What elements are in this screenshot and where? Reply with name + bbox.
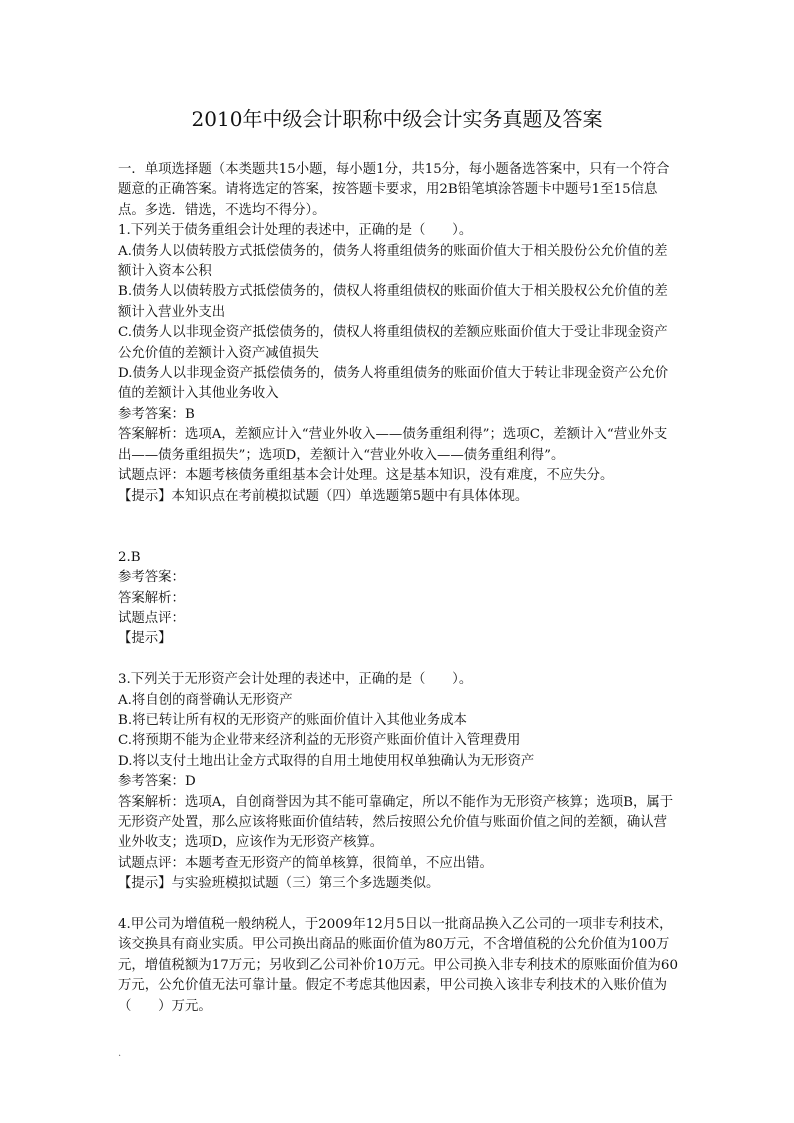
question-stem: 4.甲公司为增值税一般纳税人，于2009年12月5日以一批商品换入乙公司的一项非专利技术，该交换具有商业实质。甲公司换出商品的账面价值为80万元，不含增值税的公允价值为100万元，增值税额为17万元；另收到乙公司补价10万元。甲公司换入非专利技术的原账面价值为60万元，公允价值无法可靠计量。假定不考虑其他因素，甲公司换入该非专利技术的入账价值为（ ）万元。 (118, 916, 678, 1014)
answer-analysis: 答案解析： (118, 590, 185, 606)
reference-answer: 参考答案： (118, 570, 185, 586)
question-stem: 1.下列关于债务重组会计处理的表述中，正确的是（ ）。 (118, 223, 473, 239)
question-stem: 2.B (118, 549, 141, 565)
question-3 (118, 670, 678, 894)
question-tip: 【提示】 (118, 631, 172, 647)
question-tip: 【提示】与实验班模拟试题（三）第三个多选题类似。 (118, 876, 440, 892)
option-c: C.将预期不能为企业带来经济利益的无形资产账面价值计入管理费用 (118, 733, 521, 749)
option-b: B.债务人以债转股方式抵偿债务的，债权人将重组债权的账面价值大于相关股权公允价值的差额计入营业外支出 (118, 284, 668, 320)
question-comment: 试题点评：本题考核债务重组基本会计处理。这是基本知识，没有难度，不应失分。 (118, 468, 614, 484)
footer-mark: . (118, 1048, 122, 1059)
question-stem: 3.下列关于无形资产会计处理的表述中，正确的是（ ）。 (118, 672, 473, 688)
option-a: A.债务人以债转股方式抵偿债务的，债务人将重组债务的账面价值大于相关股份公允价值的差额计入资本公积 (118, 243, 668, 280)
question-4 (118, 915, 678, 1017)
answer-analysis: 答案解析：选项A，差额应计入“营业外收入——债务重组利得”；选项C，差额计入“营业外支出——债务重组损失”；选项D，差额计入“营业外收入——债务重组利得”。 (118, 427, 668, 463)
question-1 (118, 221, 678, 507)
question-comment: 试题点评：本题考查无形资产的简单核算，很简单，不应出错。 (118, 855, 493, 871)
option-d: D.债务人以非现金资产抵偿债务的，债务人将重组债务的账面价值大于转让非现金资产公允价值的差额计入其他业务收入 (118, 366, 669, 402)
option-b: B.将已转让所有权的无形资产的账面价值计入其他业务成本 (118, 712, 467, 728)
reference-answer: 参考答案：D (118, 774, 196, 790)
answer-analysis: 答案解析：选项A，自创商誉因为其不能可靠确定，所以不能作为无形资产核算；选项B，属于无形资产处置，那么应该将账面价值结转，然后按照公允价值与账面价值之间的差额，确认营业外收支；选项D，应该作为无形资产核算。 (118, 794, 674, 851)
option-a: A.将自创的商誉确认无形资产 (118, 692, 293, 708)
question-tip: 【提示】本知识点在考前模拟试题（四）单选题第5题中有具体体现。 (118, 488, 529, 504)
question-comment: 试题点评： (118, 610, 185, 626)
question-2 (118, 548, 678, 650)
document-title: 2010年中级会计职称中级会计实务真题及答案 (191, 107, 603, 131)
section-intro: 一．单项选择题（本类题共15小题，每小题1分，共15分，每小题备选答案中，只有一个符合题意的正确答案。请将选定的答案，按答题卡要求，用2B铅笔填涂答题卡中题号1至15信息点。多选．错选，不选均不得分）。 (118, 162, 670, 218)
reference-answer: 参考答案：B (118, 406, 195, 422)
document-body (118, 160, 678, 1017)
option-c: C.债务人以非现金资产抵偿债务的，债权人将重组债权的差额应账面价值大于受让非现金资产公允价值的差额计入资产减值损失 (118, 325, 668, 361)
option-d: D.将以支付土地出让金方式取得的自用土地使用权单独确认为无形资产 (118, 753, 535, 769)
